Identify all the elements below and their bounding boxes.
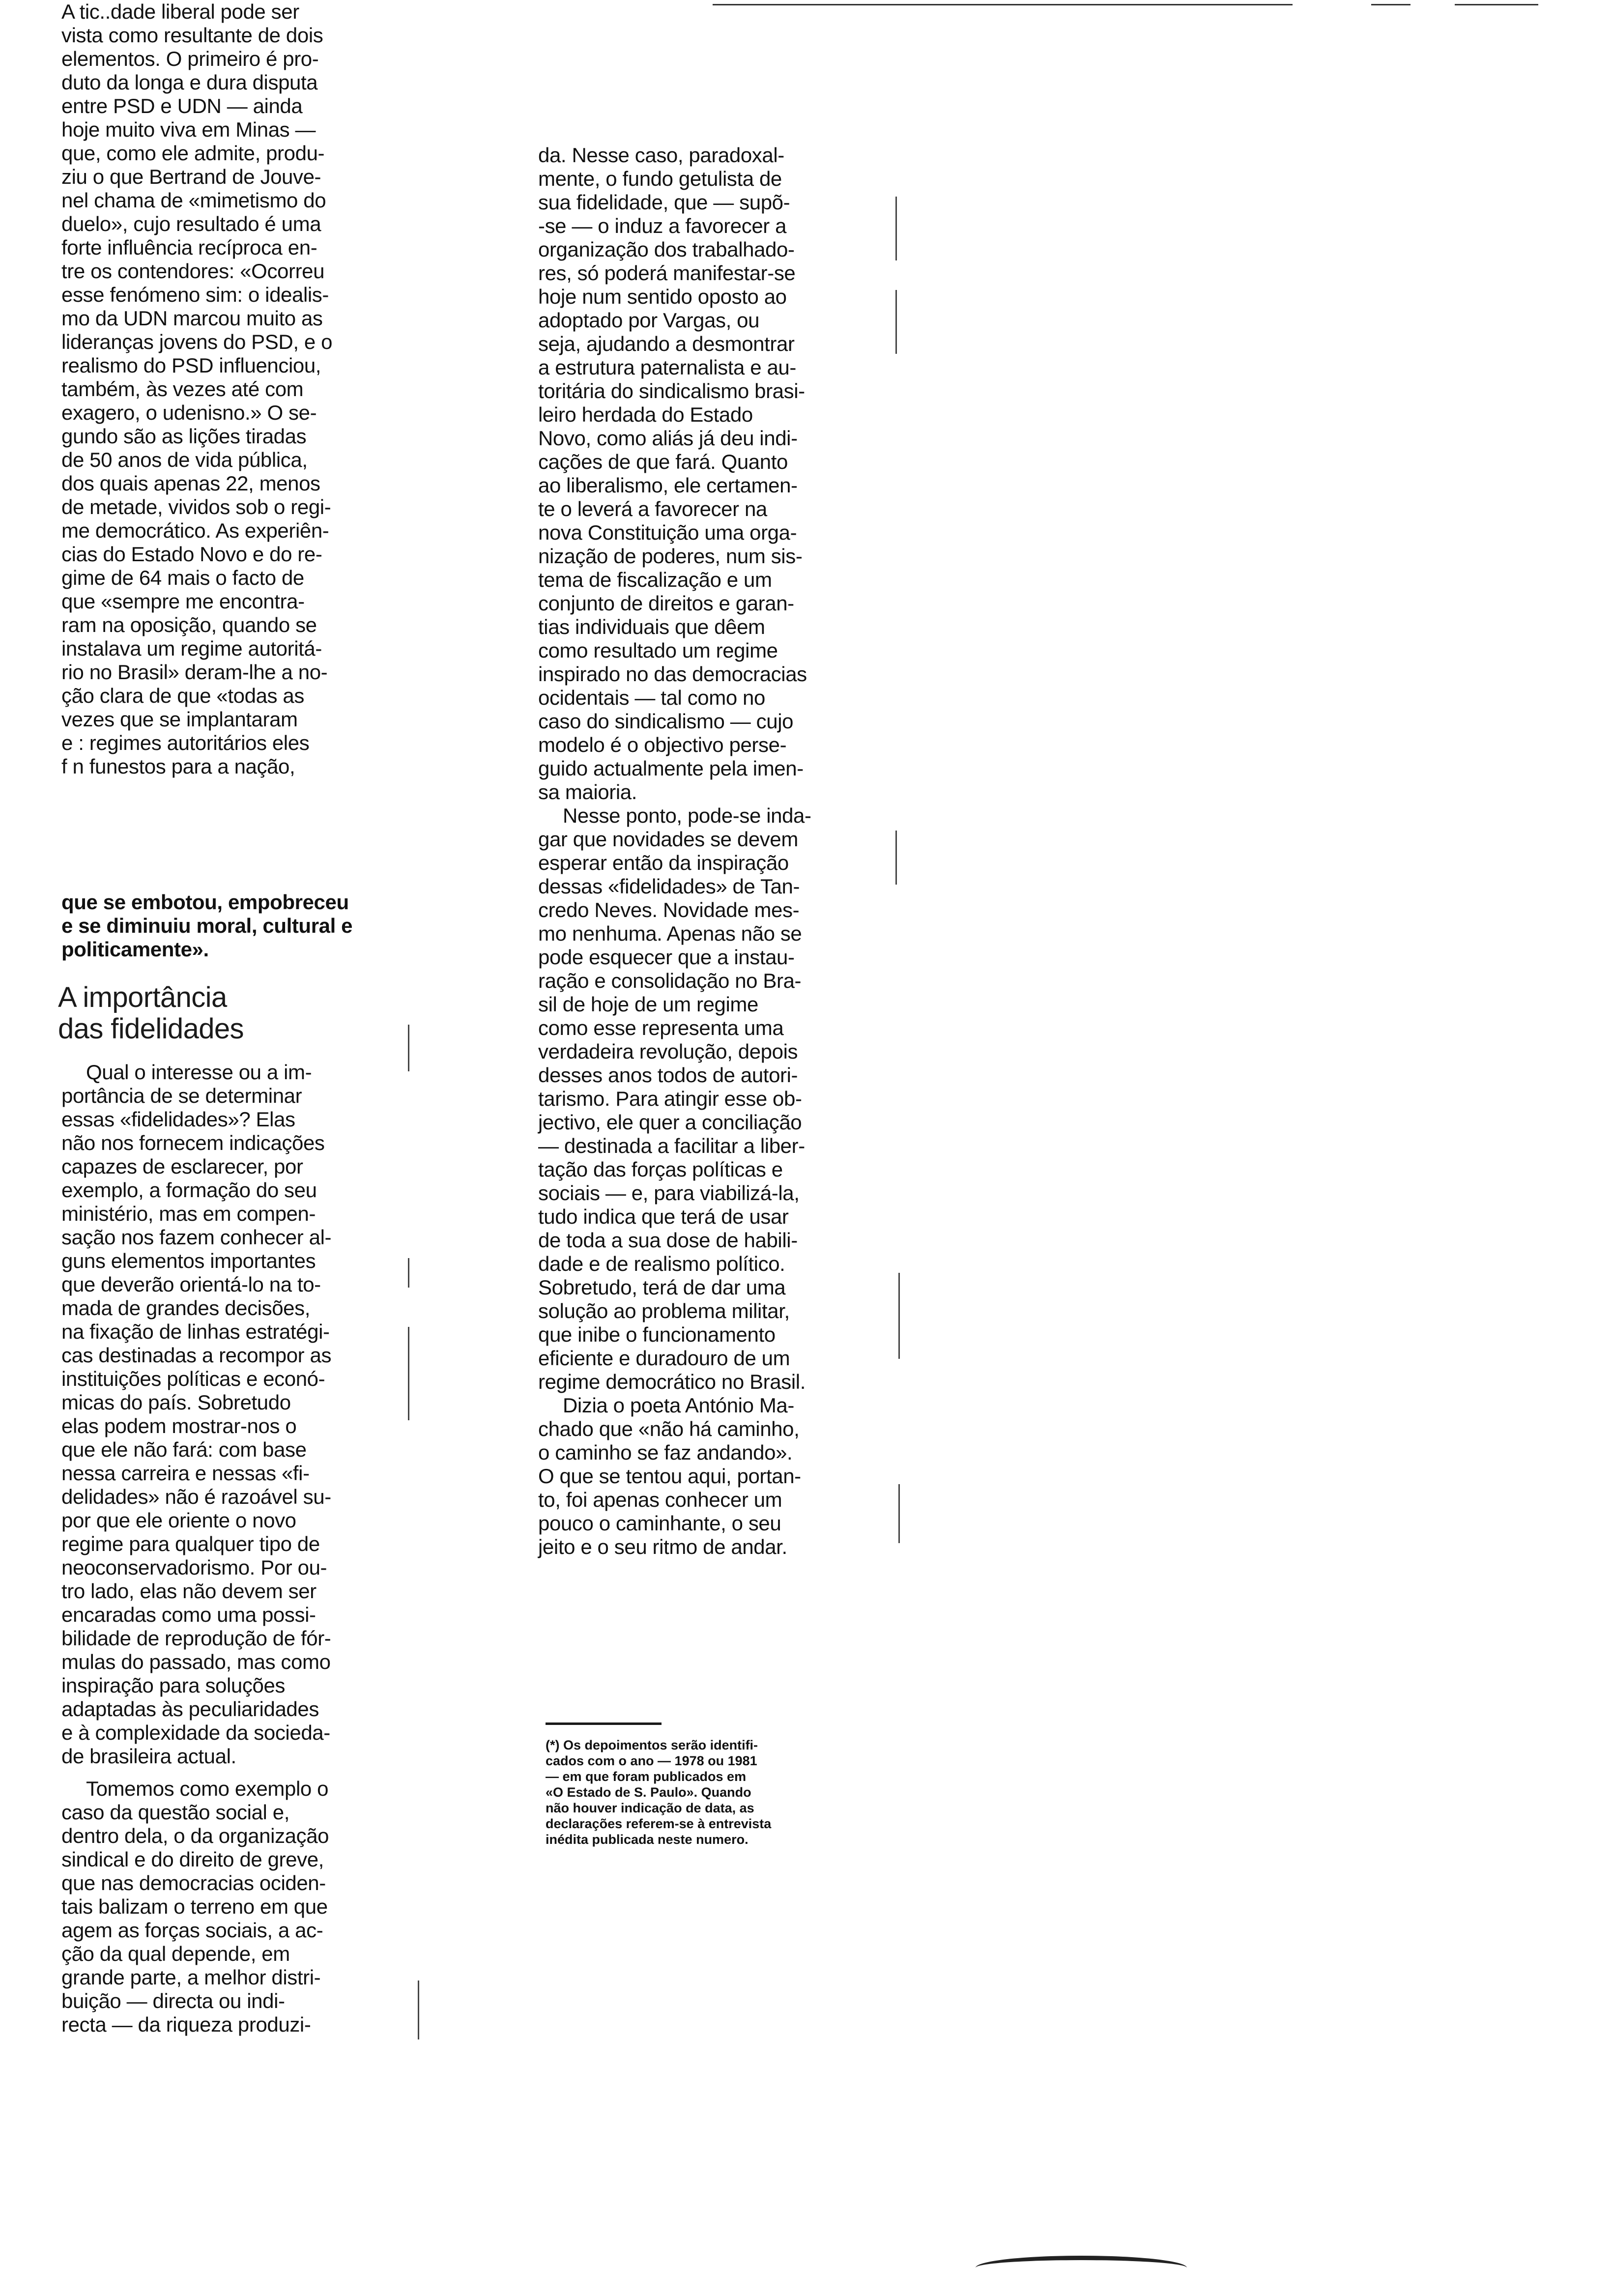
text-line: que inibe o funcionamento	[538, 1323, 776, 1346]
text-line: me democrático. As experiên-	[61, 519, 329, 542]
text-line: pode esquecer que a instau-	[538, 946, 795, 969]
text-line: pouco o caminhante, o seu	[538, 1512, 781, 1535]
text-line: ção clara de que «todas as	[61, 684, 304, 707]
text-line: credo Neves. Novidade mes-	[538, 898, 800, 921]
text-line: como esse representa uma	[538, 1016, 784, 1039]
text-line: Sobretudo, terá de dar uma	[538, 1276, 786, 1299]
text-line: na fixação de linhas estratégi-	[61, 1320, 330, 1343]
text-line: tais balizam o terreno em que	[61, 1895, 328, 1918]
text-line: inspiração para soluções	[61, 1674, 286, 1697]
text-line: mo nenhuma. Apenas não se	[538, 922, 802, 945]
text-line: como resultado um regime	[538, 639, 778, 662]
text-line: ocidentais — tal como no	[538, 686, 765, 709]
text-line: de metade, vividos sob o regi-	[61, 495, 331, 518]
text-line: a estrutura paternalista e au-	[538, 356, 796, 379]
text-line: e se diminuiu moral, cultural e	[61, 914, 353, 937]
text-line: -se — o induz a favorecer a	[538, 214, 787, 237]
text-line: recta — da riqueza produzi-	[61, 2013, 311, 2036]
text-line: encaradas como uma possi-	[61, 1603, 316, 1626]
text-line: dentro dela, o da organização	[61, 1824, 329, 1847]
top-rule-right-1	[1371, 4, 1410, 5]
text-line: neoconservadorismo. Por ou-	[61, 1556, 327, 1579]
text-line: chado que «não há caminho,	[538, 1417, 800, 1440]
text-line: grande parte, a melhor distri-	[61, 1966, 321, 1989]
text-line: também, às vezes até com	[61, 377, 304, 401]
text-line: elementos. O primeiro é pro-	[61, 47, 319, 70]
text-line: nova Constituição uma orga-	[538, 521, 797, 544]
text-line: O que se tentou aqui, portan-	[538, 1464, 801, 1488]
text-line: de brasileira actual.	[61, 1745, 236, 1768]
margin-mark	[408, 1025, 409, 1071]
text-line: capazes de esclarecer, por	[61, 1155, 303, 1178]
margin-mark	[898, 1273, 900, 1359]
text-line: não nos fornecem indicações	[61, 1131, 325, 1154]
text-line: tudo indica que terá de usar	[538, 1205, 789, 1228]
text-line: A tic..dade liberal pode ser	[61, 0, 299, 23]
text-line: jeito e o seu ritmo de andar.	[538, 1535, 787, 1558]
margin-mark	[895, 197, 897, 260]
article-column-left-top	[61, 0, 405, 778]
text-line: tarismo. Para atingir esse ob-	[538, 1087, 802, 1110]
footnote-line: cados com o ano — 1978 ou 1981	[546, 1753, 757, 1768]
margin-mark	[408, 1327, 409, 1420]
heading-line: das fidelidades	[58, 1013, 244, 1045]
text-line: regime para qualquer tipo de	[61, 1532, 320, 1555]
text-line: duelo», cujo resultado é uma	[61, 212, 321, 235]
text-line: ram na oposição, quando se	[61, 613, 317, 636]
text-line: te o leverá a favorecer na	[538, 497, 767, 520]
text-line: bilidade de reprodução de fór-	[61, 1627, 331, 1650]
text-line: modelo é o objectivo perse-	[538, 733, 787, 756]
text-line: agem as forças sociais, a ac-	[61, 1919, 323, 1942]
text-line: nel chama de «mimetismo do	[61, 189, 326, 212]
text-line: toritária do sindicalismo brasi-	[538, 379, 805, 402]
text-line: que se embotou, empobreceu	[61, 890, 349, 914]
text-line: ao liberalismo, ele certamen-	[538, 474, 798, 497]
text-line: por que ele oriente o novo	[61, 1509, 296, 1532]
margin-mark	[418, 1980, 419, 2039]
article-column-right	[538, 144, 882, 1559]
text-line: Nesse ponto, pode-se inda-	[563, 804, 811, 827]
text-line: tias individuais que dêem	[538, 615, 765, 638]
text-line: rio no Brasil» deram-lhe a no-	[61, 660, 328, 684]
margin-mark	[895, 831, 897, 885]
text-line: duto da longa e dura disputa	[61, 71, 318, 94]
text-line: sação nos fazem conhecer al-	[61, 1226, 332, 1249]
text-line: que nas democracias ociden-	[61, 1871, 326, 1894]
text-line: exagero, o udenisno.» O se-	[61, 401, 317, 424]
text-line: conjunto de direitos e garan-	[538, 592, 794, 615]
text-line: nização de poderes, num sis-	[538, 545, 803, 568]
text-line: realismo do PSD influenciou,	[61, 354, 321, 377]
text-line: eficiente e duradouro de um	[538, 1347, 790, 1370]
text-line: caso do sindicalismo — cujo	[538, 710, 794, 733]
text-line: de 50 anos de vida pública,	[61, 448, 308, 471]
top-rule-right-2	[1455, 4, 1538, 5]
text-line: dessas «fidelidades» de Tan-	[538, 875, 800, 898]
text-line: que ele não fará: com base	[61, 1438, 307, 1461]
text-line: mente, o fundo getulista de	[538, 167, 782, 190]
text-line: f n funestos para a nação,	[61, 755, 295, 778]
text-line: vezes que se implantaram	[61, 708, 298, 731]
text-line: exemplo, a formação do seu	[61, 1178, 317, 1202]
footnote-line: (*) Os depoimentos serão identifi-	[546, 1738, 758, 1752]
text-line: forte influência recíproca en-	[61, 236, 317, 259]
text-line: jectivo, ele quer a conciliação	[538, 1111, 802, 1134]
text-line: Novo, como aliás já deu indi-	[538, 427, 798, 450]
top-rule-left	[713, 4, 1293, 5]
text-line: tre os contendores: «Ocorreu	[61, 259, 325, 283]
text-line: sociais — e, para viabilizá-la,	[538, 1181, 800, 1205]
text-line: mulas do passado, mas como	[61, 1650, 331, 1673]
text-line: seja, ajudando a desmontrar	[538, 332, 795, 355]
text-line: elas podem mostrar-nos o	[61, 1414, 297, 1437]
text-line: mo da UDN marcou muito as	[61, 307, 323, 330]
text-line: sua fidelidade, que — supõ-	[538, 191, 790, 214]
text-line: verdadeira revolução, depois	[538, 1040, 798, 1063]
text-line: gime de 64 mais o facto de	[61, 566, 304, 589]
text-line: desses anos todos de autori-	[538, 1063, 798, 1087]
text-line: gar que novidades se devem	[538, 828, 798, 851]
text-line: guido actualmente pela imen-	[538, 757, 804, 780]
text-line: caso da questão social e,	[61, 1801, 289, 1824]
margin-mark	[895, 290, 897, 354]
text-line: organização dos trabalhado-	[538, 238, 795, 261]
heading-line: A importância	[58, 981, 227, 1013]
scan-smudge	[976, 2256, 1187, 2280]
text-line: que, como ele admite, produ-	[61, 142, 325, 165]
footnote-line: não houver indicação de data, as	[546, 1801, 754, 1815]
text-line: sil de hoje de um regime	[538, 993, 758, 1016]
text-line: que «sempre me encontra-	[61, 590, 305, 613]
text-line: nessa carreira e nessas «fi-	[61, 1462, 310, 1485]
text-line: res, só poderá manifestar-se	[538, 261, 796, 285]
text-line: delidades» não é razoável su-	[61, 1485, 331, 1508]
text-line: ziu o que Bertrand de Jouve-	[61, 165, 321, 188]
text-line: buição — directa ou indi-	[61, 1989, 285, 2012]
text-line: — destinada a facilitar a liber-	[538, 1134, 805, 1157]
text-line: ração e consolidação no Bra-	[538, 969, 802, 992]
text-line: solução ao problema militar,	[538, 1299, 790, 1322]
margin-mark	[898, 1484, 900, 1543]
text-line: sindical e do direito de greve,	[61, 1848, 324, 1871]
text-line: instituições políticas e econó-	[61, 1367, 325, 1390]
text-line: dos quais apenas 22, menos	[61, 472, 320, 495]
text-line: instalava um regime autoritá-	[61, 637, 322, 660]
footnote-line: — em que foram publicados em	[546, 1769, 747, 1784]
text-line: esperar então da inspiração	[538, 851, 789, 874]
text-line: de toda a sua dose de habili-	[538, 1229, 798, 1252]
text-line: cias do Estado Novo e do re-	[61, 543, 322, 566]
section-heading	[58, 982, 244, 1045]
article-column-left-bold	[61, 890, 405, 961]
text-line: ministério, mas em compen-	[61, 1202, 316, 1225]
footnote-line: «O Estado de S. Paulo». Quando	[546, 1785, 751, 1800]
text-line: mada de grandes decisões,	[61, 1296, 310, 1320]
text-line: gundo são as lições tiradas	[61, 425, 307, 448]
text-line: leiro herdada do Estado	[538, 403, 753, 426]
text-line: Qual o interesse ou a im-	[86, 1061, 312, 1084]
text-line: cações de que fará. Quanto	[538, 450, 788, 473]
footnote-line: declarações referem-se à entrevista	[546, 1816, 772, 1831]
text-line: esse fenómeno sim: o idealis-	[61, 283, 329, 306]
text-line: hoje num sentido oposto ao	[538, 285, 787, 308]
text-line: Tomemos como exemplo o	[86, 1777, 329, 1800]
text-line: Dizia o poeta António Ma-	[563, 1394, 794, 1417]
text-line: lideranças jovens do PSD, e o	[61, 330, 333, 353]
footnote-rule	[546, 1722, 662, 1725]
text-line: regime democrático no Brasil.	[538, 1370, 806, 1393]
article-column-left-bottom	[61, 1061, 405, 2037]
footnote-line: inédita publicada neste numero.	[546, 1832, 748, 1847]
text-line: adaptadas às peculiaridades	[61, 1697, 319, 1721]
text-line: ção da qual depende, em	[61, 1942, 290, 1965]
text-line: adoptado por Vargas, ou	[538, 309, 760, 332]
text-line: dade e de realismo político.	[538, 1252, 785, 1275]
text-line: tação das forças políticas e	[538, 1158, 783, 1181]
text-line: o caminho se faz andando».	[538, 1441, 793, 1464]
text-line: que deverão orientá-lo na to-	[61, 1273, 321, 1296]
text-line: da. Nesse caso, paradoxal-	[538, 144, 784, 167]
text-line: inspirado no das democracias	[538, 662, 807, 686]
text-line: tro lado, elas não devem ser	[61, 1579, 317, 1603]
text-line: tema de fiscalização e um	[538, 568, 772, 591]
text-line: e à complexidade da socieda-	[61, 1721, 330, 1744]
text-line: vista como resultante de dois	[61, 24, 323, 47]
text-line: micas do país. Sobretudo	[61, 1391, 291, 1414]
text-line: entre PSD e UDN — ainda	[61, 94, 303, 117]
footnote	[546, 1737, 771, 1847]
text-line: sa maioria.	[538, 780, 637, 804]
text-line: to, foi apenas conhecer um	[538, 1488, 782, 1511]
text-line: portância de se determinar	[61, 1084, 302, 1107]
text-line: essas «fidelidades»? Elas	[61, 1108, 295, 1131]
text-line: e : regimes autoritários eles	[61, 731, 310, 754]
text-line: guns elementos importantes	[61, 1249, 316, 1272]
text-line: cas destinadas a recompor as	[61, 1344, 332, 1367]
text-line: politicamente».	[61, 938, 209, 961]
margin-mark	[408, 1258, 409, 1288]
text-line: hoje muito viva em Minas —	[61, 118, 316, 141]
